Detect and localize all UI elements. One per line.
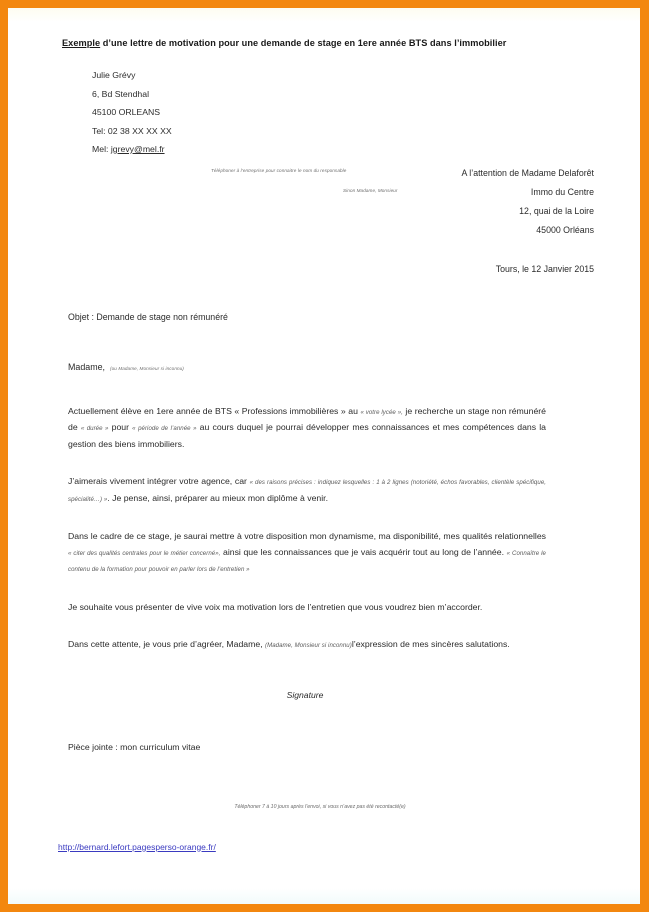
recipient-address-block: [461, 164, 594, 240]
page-title: [62, 38, 602, 48]
page-title-rest: d’une lettre de motivation pour une demande de stage en 1ere année BTS dans l’immobilier: [100, 38, 507, 48]
recipient-company: Immo du Centre: [530, 186, 594, 197]
p1-placeholder-school: « votre lycée »,: [360, 408, 403, 416]
p2-placeholder-reasons: « des raisons précises : indiquez lesquelles : 1 à 2 lignes (notoriété, échos favorables, clientèle spécifique, spécialité…) »: [68, 479, 546, 503]
paragraph-3: [68, 529, 546, 578]
p3-placeholder-training: « Connaître le contenu de la formation pour pouvoir en parler lors de l’entretien »: [68, 549, 546, 573]
paragraph-4: Je souhaite vous présenter de vive voix ma motivation lors de l’entretien que vous voudrez bien m’accorder.: [68, 601, 483, 612]
recipient-street: 12, quai de la Loire: [519, 205, 594, 216]
salutation-line: [68, 362, 602, 372]
p2-text-b: . Je pense, ainsi, préparer au mieux mon diplôme à venir.: [107, 492, 328, 503]
sender-city: 45100 ORLEANS: [92, 107, 161, 117]
annotation-phone-company: Téléphoner à l’entreprise pour connaitre le nom du responsable: [211, 167, 347, 173]
annotation-salutation: (ou Madame, Monsieur si inconnu): [110, 365, 184, 371]
p3-placeholder-qualities: « citer des qualités centrales pour le métier concerné»,: [68, 549, 221, 557]
p2-text-a: J’aimerais vivement intégrer votre agence, car: [68, 476, 250, 486]
attachment-line: Pièce jointe : mon curriculum vitae: [68, 741, 201, 752]
paragraph-1: [68, 404, 546, 453]
page-title-underlined-word: Exemple: [62, 38, 101, 48]
sender-street: 6, Bd Stendhal: [92, 88, 149, 99]
p5-text-b: l’expression de mes sincères salutations.: [351, 639, 510, 649]
p1-placeholder-duration: « durée »: [80, 425, 109, 432]
annotation-footer-followup: Téléphoner 7 à 10 jours après l’envoi, si vous n’avez pas été recontacté(e): [234, 803, 406, 810]
sender-email-line: [92, 140, 602, 159]
signature-line: Signature: [286, 689, 324, 700]
recipient-attention-line: A l’attention de Madame Delaforêt: [461, 167, 594, 178]
sender-email-label: Mel:: [92, 144, 111, 154]
sender-email: jgrevy@mel.fr: [110, 144, 165, 154]
annotation-closing: (Madame, Monsieur si inconnu): [265, 642, 352, 649]
p1-text-b: je recherche un stage non rémunéré de: [68, 405, 547, 432]
date-line: Tours, le 12 Janvier 2015: [495, 263, 594, 274]
paragraph-5: [68, 637, 546, 654]
subject-line: Objet : Demande de stage non rémunéré: [68, 311, 228, 322]
p1-placeholder-period: « période de l’année »: [132, 425, 197, 432]
p1-text-d: au cours duquel je pourrai développer mes connaissances et mes compétences dans la gestion des biens immobiliers.: [68, 422, 547, 449]
p3-text-a: Dans le cadre de ce stage, je saurai mettre à votre disposition mon dynamisme, ma disponibilité, mes qualités relationnelles: [68, 531, 546, 541]
sender-name: Julie Grévy: [92, 70, 136, 80]
source-url-link[interactable]: http://bernard.lefort.pagesperso-orange.fr/: [58, 841, 216, 852]
p3-text-b: ainsi que les connaissances que je vais acquérir tout au long de l’année.: [220, 546, 507, 557]
salutation-text: Madame,: [68, 361, 105, 372]
recipient-city: 45000 Orléans: [536, 224, 594, 235]
paragraph-2: [68, 474, 546, 507]
sender-phone: Tel: 02 38 XX XX XX: [92, 125, 172, 136]
letter-body: [68, 404, 546, 654]
p1-text-a: Actuellement élève en 1ere année de BTS « Professions immobilières » au: [68, 405, 361, 416]
p1-text-c: pour: [108, 422, 133, 432]
document-page: [8, 8, 640, 904]
annotation-sinon: Sinon Madame, Monsieur: [343, 187, 398, 193]
p5-text-a: Dans cette attente, je vous prie d’agréer, Madame,: [68, 639, 266, 649]
sender-address-block: [92, 66, 602, 159]
address-row: [56, 164, 602, 250]
